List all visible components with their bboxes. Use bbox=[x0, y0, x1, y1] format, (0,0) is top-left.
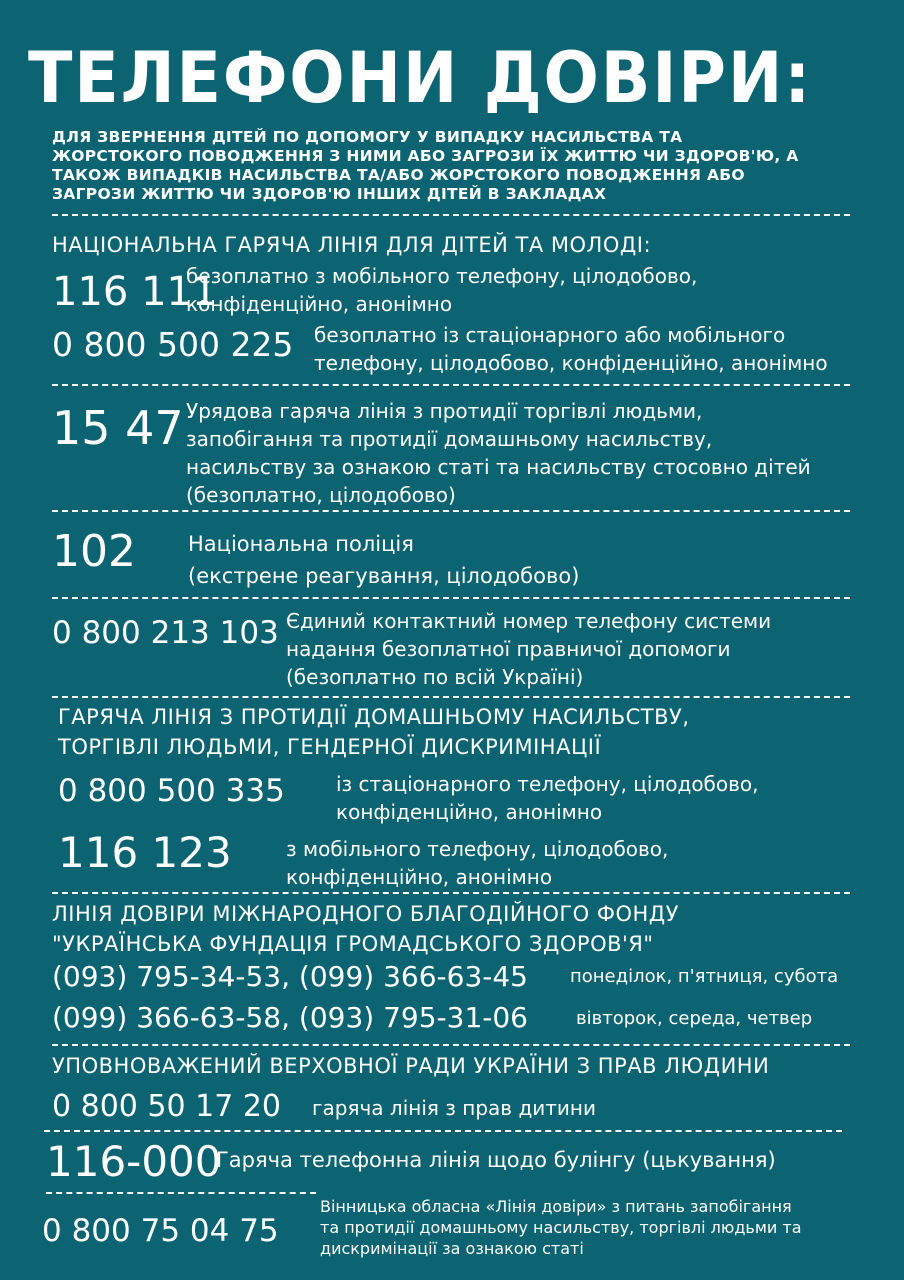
fund-numbers-row-2[interactable]: (099) 366-63-58, (093) 795-31-06 bbox=[52, 1001, 528, 1034]
desc-line: Вінницька обласна «Лінія довіри» з питань запобігання bbox=[320, 1197, 792, 1216]
desc-line: Національна поліція bbox=[188, 532, 414, 556]
national-0800500225-number[interactable]: 0 800 500 225 bbox=[52, 325, 294, 364]
desc-line: запобігання та протидії домашньому насильству, bbox=[186, 427, 713, 451]
divider bbox=[52, 214, 850, 216]
desc-line: конфіденційно, анонімно bbox=[186, 292, 453, 316]
desc-line: Урядова гаряча лінія з протидії торгівлі людьми, bbox=[186, 399, 703, 423]
desc-line: (безоплатно, цілодобово) bbox=[186, 483, 456, 507]
page-title: ТЕЛЕФОНИ ДОВІРИ: bbox=[28, 37, 813, 119]
desc-line: телефону, цілодобово, конфіденційно, анонімно bbox=[314, 351, 828, 375]
national-heading: НАЦІОНАЛЬНА ГАРЯЧА ЛІНІЯ ДЛЯ ДІТЕЙ ТА МОЛОДІ: bbox=[52, 233, 652, 257]
fund-days-row-1: понеділок, п'ятниця, субота bbox=[570, 966, 839, 987]
fund-numbers-row-1[interactable]: (093) 795-34-53, (099) 366-63-45 bbox=[52, 960, 528, 993]
domestic-0800500335-desc bbox=[336, 770, 759, 826]
national-116111-desc bbox=[186, 262, 697, 318]
domestic-116123-number[interactable]: 116 123 bbox=[58, 828, 232, 877]
desc-line: безоплатно з мобільного телефону, цілодобово, bbox=[186, 264, 698, 288]
ombudsman-heading: УПОВНОВАЖЕНИЙ ВЕРХОВНОЇ РАДИ УКРАЇНИ З ПРАВ ЛЮДИНИ bbox=[52, 1054, 770, 1078]
national-116111-number[interactable]: 116 111 bbox=[52, 269, 218, 315]
divider bbox=[52, 892, 850, 894]
desc-line: конфіденційно, анонімно bbox=[336, 800, 603, 824]
desc-line: та протидії домашньому насильству, торгівлі людьми та bbox=[320, 1218, 802, 1237]
heading-line: ГАРЯЧА ЛІНІЯ З ПРОТИДІЇ ДОМАШНЬОМУ НАСИЛЬСТВУ, bbox=[58, 705, 690, 729]
gov-1547-desc bbox=[186, 397, 811, 509]
legal-aid-desc bbox=[286, 607, 771, 691]
subtitle-line: ЖОРСТОКОГО ПОВОДЖЕННЯ З НИМИ АБО ЗАГРОЗИ ЇХ ЖИТТЮ ЧИ ЗДОРОВ'Ю, А bbox=[52, 147, 799, 165]
subtitle-line: ТАКОЖ ВИПАДКІВ НАСИЛЬСТВА ТА/АБО ЖОРСТОКОГО ПОВОДЖЕННЯ АБО bbox=[52, 166, 745, 184]
national-0800500225-desc bbox=[314, 321, 828, 377]
subtitle-line: ЗАГРОЗИ ЖИТТЮ ЧИ ЗДОРОВ'Ю ІНШИХ ДІТЕЙ В ЗАКЛАДАХ bbox=[52, 185, 607, 203]
fund-heading bbox=[52, 899, 679, 959]
police-102-number[interactable]: 102 bbox=[52, 526, 136, 577]
divider bbox=[52, 384, 850, 386]
fund-days-row-2: вівторок, середа, четвер bbox=[576, 1008, 813, 1029]
bullying-number[interactable]: 116-000 bbox=[46, 1137, 222, 1186]
subtitle bbox=[52, 128, 847, 204]
heading-line: ТОРГІВЛІ ЛЮДЬМИ, ГЕНДЕРНОЇ ДИСКРИМІНАЦІЇ bbox=[58, 735, 602, 759]
legal-aid-number[interactable]: 0 800 213 103 bbox=[52, 615, 279, 651]
gov-1547-number[interactable]: 15 47 bbox=[52, 401, 184, 455]
desc-line: (безоплатно по всій Україні) bbox=[286, 665, 584, 689]
police-desc bbox=[188, 528, 579, 592]
divider bbox=[46, 1192, 316, 1194]
domestic-heading bbox=[58, 702, 690, 762]
divider bbox=[52, 696, 850, 698]
desc-line: безоплатно із стаціонарного або мобільного bbox=[314, 323, 786, 347]
desc-line: конфіденційно, анонімно bbox=[286, 865, 553, 889]
desc-line: Єдиний контактний номер телефону системи bbox=[286, 609, 772, 633]
ombudsman-number[interactable]: 0 800 50 17 20 bbox=[52, 1089, 282, 1124]
domestic-0800500335-number[interactable]: 0 800 500 335 bbox=[58, 773, 285, 809]
desc-line: із стаціонарного телефону, цілодобово, bbox=[336, 772, 759, 796]
desc-line: насильству за ознакою статі та насильству стосовно дітей bbox=[186, 455, 811, 479]
vinnytsia-desc bbox=[320, 1196, 802, 1259]
desc-line: надання безоплатної правничої допомоги bbox=[286, 637, 731, 661]
divider bbox=[52, 597, 850, 599]
ombudsman-desc: гаряча лінія з прав дитини bbox=[312, 1096, 596, 1120]
divider bbox=[44, 1130, 842, 1132]
divider bbox=[52, 1044, 850, 1046]
desc-line: дискримінації за ознакою статі bbox=[320, 1239, 584, 1258]
heading-line: ЛІНІЯ ДОВІРИ МІЖНАРОДНОГО БЛАГОДІЙНОГО ФОНДУ bbox=[52, 902, 679, 926]
vinnytsia-number[interactable]: 0 800 75 04 75 bbox=[42, 1213, 279, 1249]
desc-line: з мобільного телефону, цілодобово, bbox=[286, 837, 669, 861]
subtitle-line: ДЛЯ ЗВЕРНЕННЯ ДІТЕЙ ПО ДОПОМОГУ У ВИПАДКУ НАСИЛЬСТВА ТА bbox=[52, 128, 683, 146]
domestic-116123-desc bbox=[286, 835, 668, 891]
heading-line: "УКРАЇНСЬКА ФУНДАЦІЯ ГРОМАДСЬКОГО ЗДОРОВ'Я" bbox=[52, 932, 654, 956]
divider bbox=[52, 510, 850, 512]
bullying-desc: Гаряча телефонна лінія щодо булінгу (цькування) bbox=[216, 1148, 776, 1172]
desc-line: (екстрене реагування, цілодобово) bbox=[188, 564, 580, 588]
